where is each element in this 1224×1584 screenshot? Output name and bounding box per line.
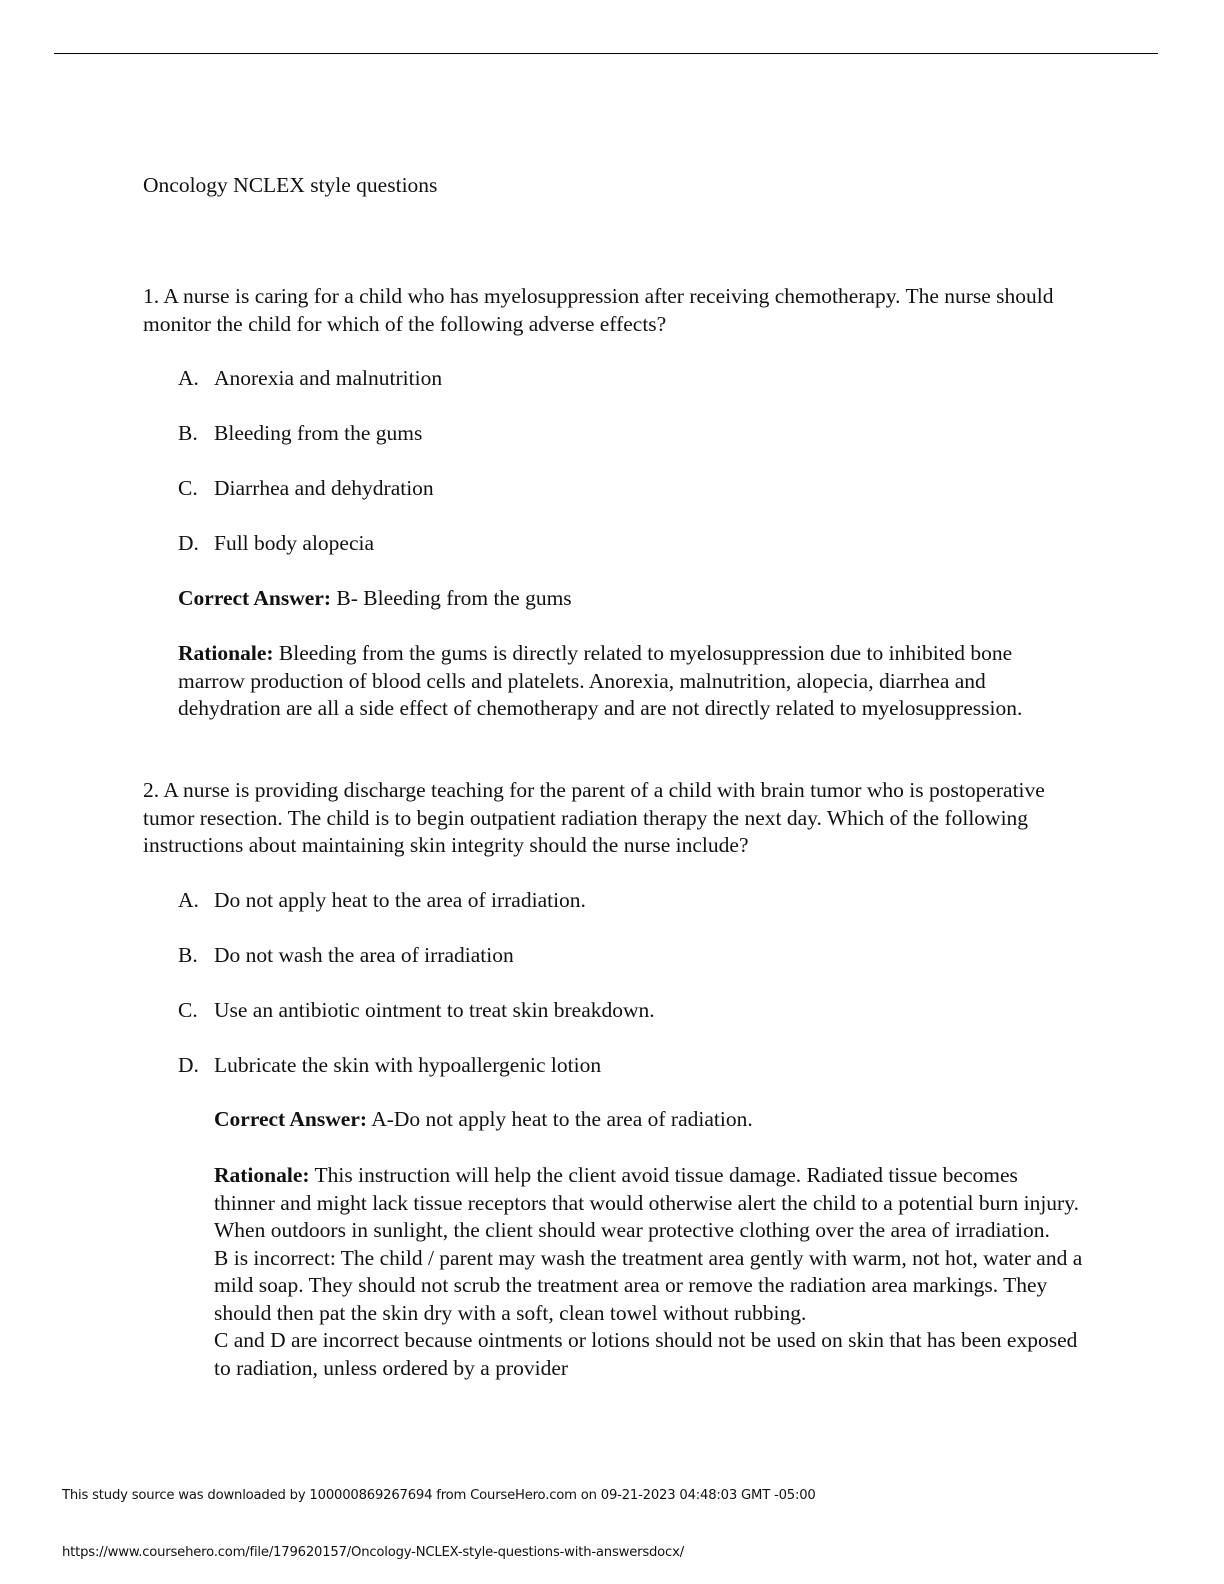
correct-answer-text: B- Bleeding from the gums <box>331 586 572 610</box>
header-rule <box>54 53 1158 54</box>
question-1-stem: 1. A nurse is caring for a child who has myelosuppression after receiving chemotherapy. The nurse should monitor the child for which of the following adverse effects? <box>143 284 1054 336</box>
option-letter: D. <box>178 531 199 555</box>
option-letter: D. <box>178 1053 199 1077</box>
option-text: Full body alopecia <box>214 531 375 555</box>
correct-answer-label: Correct Answer: <box>178 586 332 610</box>
rationale-b-incorrect: B is incorrect: The child / parent may wash the treatment area gently with warm, not hot, water and a mild soap. They should not scrub the treatment area or remove the radiation area markings. They should then pat the skin dry with a soft, clean towel without rubbing. <box>214 1245 1083 1325</box>
document-title: Oncology NCLEX style questions <box>143 173 438 197</box>
option-letter: A. <box>178 366 199 390</box>
question-2-stem: 2. A nurse is providing discharge teaching for the parent of a child with brain tumor who is postoperative tumor resection. The child is to begin outpatient radiation therapy the next day. Which of the following instructions about maintaining skin integrity should the nurse include? <box>143 778 1045 857</box>
correct-answer-text: A-Do not apply heat to the area of radiation. <box>367 1107 753 1131</box>
option-text: Use an antibiotic ointment to treat skin breakdown. <box>214 998 655 1022</box>
option-text: Do not wash the area of irradiation <box>214 943 514 967</box>
option-letter: C. <box>178 998 198 1022</box>
question-1-option-b <box>178 420 422 448</box>
question-2-correct-answer <box>214 1106 753 1134</box>
question-1-option-a <box>178 365 442 393</box>
question-2-option-c <box>178 997 655 1025</box>
rationale-text: This instruction will help the client avoid tissue damage. Radiated tissue becomes thinner and might lack tissue receptors that would otherwise alert the child to a potential burn injury. When outdoors in sunlight, the client should wear protective clothing over the area of irradiation. <box>214 1163 1079 1242</box>
option-letter: B. <box>178 943 198 967</box>
option-text: Diarrhea and dehydration <box>214 476 434 500</box>
question-2-option-d <box>178 1052 601 1080</box>
option-letter: B. <box>178 421 198 445</box>
question-2-option-a <box>178 887 586 915</box>
rationale-text: Bleeding from the gums is directly related to myelosuppression due to inhibited bone marrow production of blood cells and platelets. Anorexia, malnutrition, alopecia, diarrhea and dehydration are all a side effect of chemotherapy and are not directly related to myelosuppression. <box>178 641 1023 720</box>
option-letter: C. <box>178 476 198 500</box>
footer-source-line: This study source was downloaded by 100000869267694 from CourseHero.com on 09-21-2023 04:48:03 GMT -05:00 <box>62 1488 816 1503</box>
correct-answer-label: Correct Answer: <box>214 1107 368 1131</box>
footer-url-link[interactable]: https://www.coursehero.com/file/179620157/Oncology-NCLEX-style-questions-with-answersdocx/ <box>62 1545 684 1560</box>
question-2-option-b <box>178 942 514 970</box>
option-text: Lubricate the skin with hypoallergenic lotion <box>214 1053 602 1077</box>
question-2-rationale <box>214 1162 1084 1382</box>
question-1-option-c <box>178 475 434 503</box>
option-letter: A. <box>178 888 199 912</box>
rationale-label: Rationale: <box>178 641 274 665</box>
option-text: Anorexia and malnutrition <box>214 366 443 390</box>
question-1-option-d <box>178 530 374 558</box>
rationale-label: Rationale: <box>214 1163 310 1187</box>
rationale-c-d-incorrect: C and D are incorrect because ointments or lotions should not be used on skin that has been exposed to radiation, unless ordered by a provider <box>214 1328 1078 1380</box>
question-1-correct-answer <box>178 585 572 613</box>
question-1-rationale <box>178 640 1058 723</box>
option-text: Bleeding from the gums <box>214 421 423 445</box>
option-text: Do not apply heat to the area of irradiation. <box>214 888 586 912</box>
